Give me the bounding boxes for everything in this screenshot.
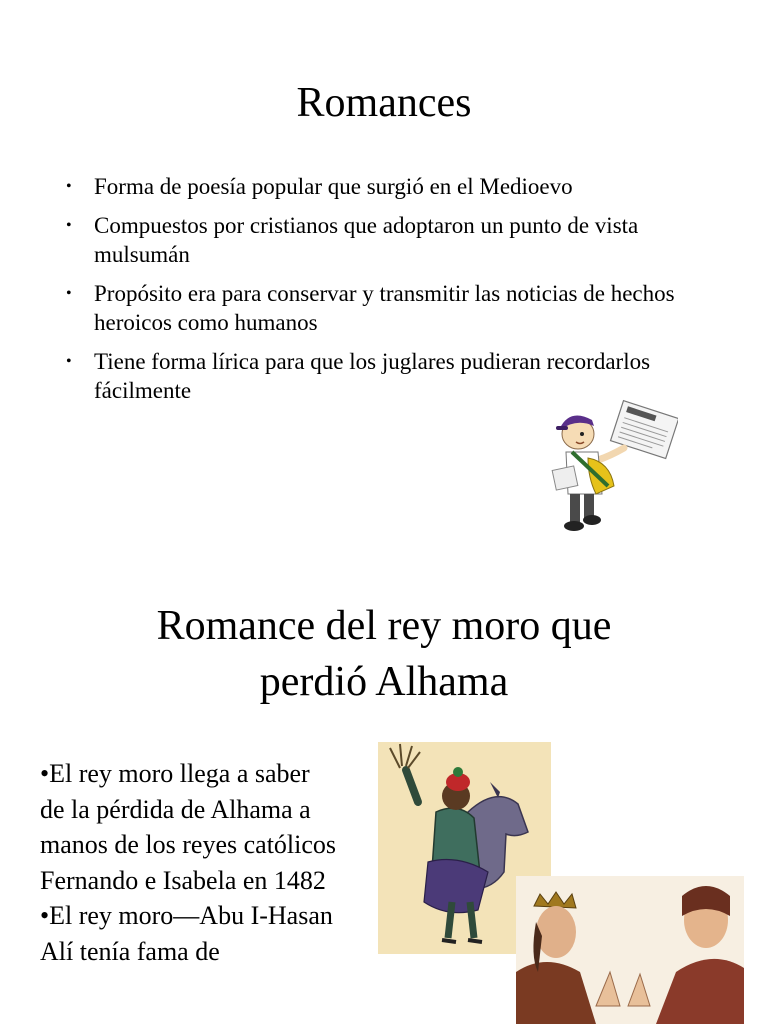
catholic-monarchs-image: [516, 876, 744, 1024]
bullet-marker: •: [66, 178, 72, 195]
list-item: [66, 211, 726, 269]
list-item: [66, 279, 726, 337]
title-line: perdió Alhama: [259, 659, 509, 705]
newspaper-boy-icon: [548, 398, 678, 536]
list-item: [66, 172, 726, 201]
bullet-text: Compuestos por cristianos que adoptaron un punto de vista mulsumán: [94, 213, 639, 267]
bullet-text: Propósito era para conservar y transmitir las noticias de hechos heroicos como humanos: [94, 281, 675, 335]
slide-title: [0, 598, 768, 710]
bullet-text: Tiene forma lírica para que los juglares pudieran recordarlos fácilmente: [94, 349, 651, 403]
bullet-list: [66, 172, 726, 415]
bullet-text: Forma de poesía popular que surgió en el Medioevo: [94, 174, 573, 199]
bullet-list: [40, 756, 340, 969]
list-item: •El rey moro llega a saber de la pérdida de Alhama a manos de los reyes católicos Fernando e Isabela en 1482: [40, 759, 337, 895]
slide-romance-rey-moro: [0, 560, 768, 1024]
bullet-marker: •: [66, 353, 72, 370]
title-line: Romance del rey moro que: [156, 603, 612, 649]
slide-title: Romances: [296, 80, 472, 126]
list-item: •El rey moro—Abu I-Hasan Alí tenía fama de: [40, 901, 333, 966]
bullet-marker: •: [66, 217, 72, 234]
bullet-marker: •: [66, 285, 72, 302]
list-item: [66, 347, 726, 405]
